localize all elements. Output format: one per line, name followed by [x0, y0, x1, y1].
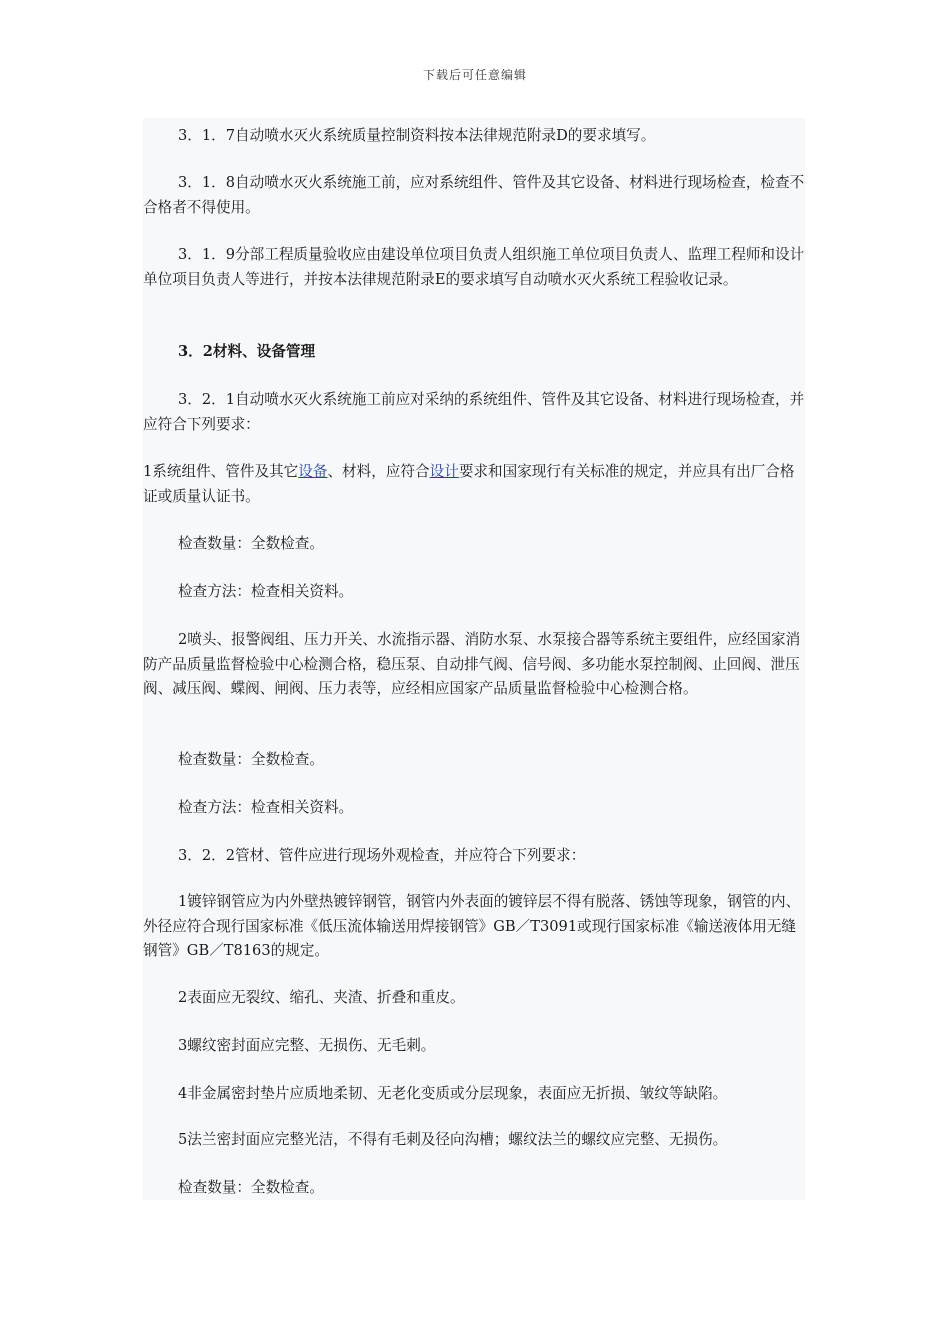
check-method-1: 检查方法：检查相关资料。 — [178, 583, 354, 600]
clause-3-2-2-item-3: 3螺纹密封面应完整、无损伤、无毛刺。 — [178, 1037, 436, 1054]
check-method-2: 检查方法：检查相关资料。 — [178, 799, 354, 816]
link-equipment[interactable]: 设备 — [298, 463, 328, 480]
section-heading-3-2: 3．2材料、设备管理 — [178, 343, 316, 360]
page-header: 下载后可任意编辑 — [422, 68, 527, 82]
clause-3-2-2-item-4: 4非金属密封垫片应质地柔韧、无老化变质或分层现象，表面应无折损、皱纹等缺陷。 — [178, 1085, 728, 1102]
clause-3-2-1-item-1 — [143, 460, 805, 509]
item-1-text-a: 1系统组件、管件及其它 — [143, 463, 299, 480]
clause-3-1-9: 3．1．9分部工程质量验收应由建设单位项目负责人组织施工单位项目负责人、监理工程师和设计单位项目负责人等进行，并按本法律规范附录E的要求填写自动喷水灭火系统工程验收记录。 — [143, 246, 805, 288]
clause-3-1-8: 3．1．8自动喷水灭火系统施工前，应对系统组件、管件及其它设备、材料进行现场检查，检查不合格者不得使用。 — [143, 174, 805, 216]
clause-3-2-2-item-1: 1镀锌钢管应为内外壁热镀锌钢管，钢管内外表面的镀锌层不得有脱落、锈蚀等现象，钢管的内、外径应符合现行国家标准《低压流体输送用焊接钢管》GB／T3091或现行国家标准《输送液体用无缝钢管》GB／T8163的规定。 — [143, 893, 801, 959]
item-1-text-b: 、材料，应符合 — [327, 463, 430, 480]
clause-3-2-1-item-2: 2喷头、报警阀组、压力开关、水流指示器、消防水泵、水泵接合器等系统主要组件，应经国家消防产品质量监督检验中心检测合格，稳压泵、自动排气阀、信号阀、多功能水泵控制阀、止回阀、泄压阀、减压阀、蝶阀、闸阀、压力表等，应经相应国家产品质量监督检验中心检测合格。 — [143, 631, 801, 697]
document-body — [143, 118, 805, 1200]
clause-3-2-2-item-5: 5法兰密封面应完整光洁，不得有毛刺及径向沟槽；螺纹法兰的螺纹应完整、无损伤。 — [178, 1131, 728, 1148]
check-quantity-3: 检查数量：全数检查。 — [178, 1179, 324, 1196]
clause-3-1-7: 3．1．7自动喷水灭火系统质量控制资料按本法律规范附录D的要求填写。 — [178, 127, 656, 144]
check-quantity-2: 检查数量：全数检查。 — [178, 751, 324, 768]
clause-3-2-1: 3．2．1自动喷水灭火系统施工前应对采纳的系统组件、管件及其它设备、材料进行现场检查，并应符合下列要求： — [143, 391, 805, 433]
link-design[interactable]: 设计 — [429, 463, 459, 480]
clause-3-2-2: 3．2．2管材、管件应进行现场外观检查，并应符合下列要求： — [178, 847, 586, 864]
check-quantity-1: 检查数量：全数检查。 — [178, 535, 324, 552]
item-1-text-c: 要求和国家现行有关标准的规定，并应具有出厂合格证或质量认证书。 — [143, 463, 795, 505]
clause-3-2-2-item-2: 2表面应无裂纹、缩孔、夹渣、折叠和重皮。 — [178, 989, 465, 1006]
